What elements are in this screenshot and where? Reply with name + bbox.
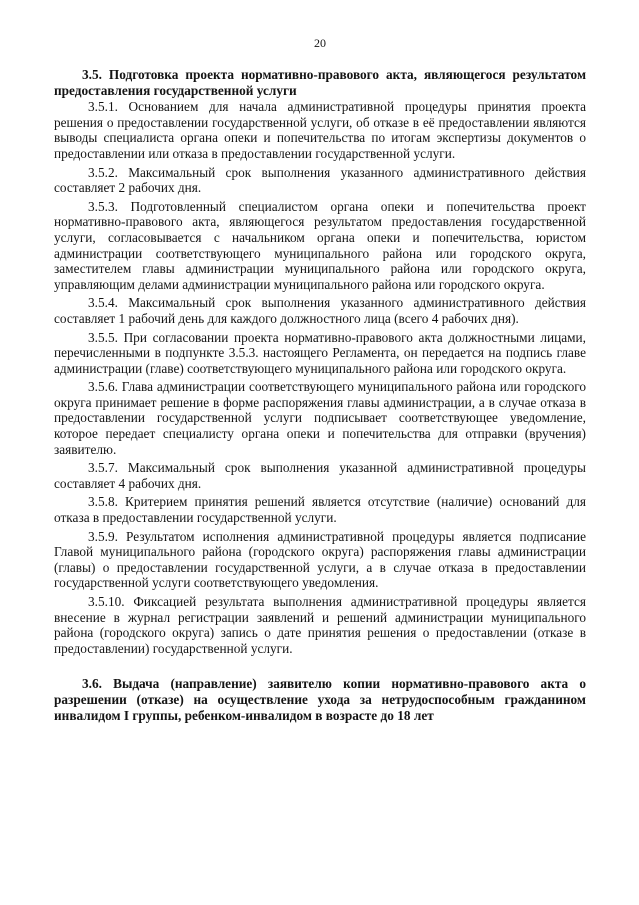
paragraph-3-5-10: 3.5.10. Фиксацией результата выполнения административной процедуры является внесение в журнал регистрации заявлений и решений администрации муниципального района (городского округа) запись о дате принятия решения о предоставлении (отказе в предоставлении) государственной услуги. — [54, 594, 586, 656]
section-3-5-heading: 3.5. Подготовка проекта нормативно-правового акта, являющегося результатом предоставления государственной услуги — [54, 67, 586, 98]
section-3-6-heading: 3.6. Выдача (направление) заявителю копии нормативно-правового акта о разрешении (отказе) на осуществление ухода за нетрудоспособным гражданином инвалидом I группы, ребенком-инвалидом в возрасте до 18 лет — [54, 676, 586, 723]
paragraph-3-5-1: 3.5.1. Основанием для начала административной процедуры принятия проекта решения о предоставлении государственной услуги, об отказе в её предоставлении являются выводы специалиста органа опеки и попечительства по итогам экспертизы документов о предоставлении или отказа в предоставлении государственной услуги. — [54, 99, 586, 161]
document-page — [54, 0, 586, 905]
paragraph-3-5-5: 3.5.5. При согласовании проекта нормативно-правового акта должностными лицами, перечисленными в подпункте 3.5.3. настоящего Регламента, он передается на подпись главе администрации (главе) соответствующего муниципального района или городского округа. — [54, 329, 586, 376]
paragraph-3-5-8: 3.5.8. Критерием принятия решений является отсутствие (наличие) оснований для отказа в предоставлении государственной услуги. — [54, 494, 586, 526]
paragraph-3-5-4: 3.5.4. Максимальный срок выполнения указанного административного действия составляет 1 рабочий день для каждого должностного лица (всего 4 рабочих дня). — [54, 295, 586, 326]
document-body — [54, 67, 586, 723]
paragraph-3-5-3: 3.5.3. Подготовленный специалистом органа опеки и попечительства проект нормативно-правового акта, являющегося результатом предоставления государственной услуги, согласовывается с начальником органа опеки и попечительства, юристом администрации соответствующего муниципального района или городского округа, заместителем главы администрации муниципального района или городского округа, управляющим делами администрации муниципального района или городского округа. — [54, 198, 586, 292]
paragraph-3-5-6: 3.5.6. Глава администрации соответствующего муниципального района или городского округа принимает решение в форме распоряжения главы администрации, а в случае отказа в предоставлении государственной услуги подписывает соответствующее уведомление, которое передает специалисту органа опеки и попечительства для отправки (вручения) заявителю. — [54, 379, 586, 457]
paragraph-3-5-7: 3.5.7. Максимальный срок выполнения указанной административной процедуры составляет 4 рабочих дня. — [54, 460, 586, 491]
paragraph-3-5-2: 3.5.2. Максимальный срок выполнения указанного административного действия составляет 2 рабочих дня. — [54, 164, 586, 196]
page-number: 20 — [314, 36, 326, 50]
paragraph-3-5-9: 3.5.9. Результатом исполнения административной процедуры является подписание Главой муниципального района (городского округа) распоряжения главы администрации (главы) о предоставлении государственной услуги, а в случае отказа в предоставлении государственной услуги соответствующего уведомления. — [54, 528, 586, 591]
